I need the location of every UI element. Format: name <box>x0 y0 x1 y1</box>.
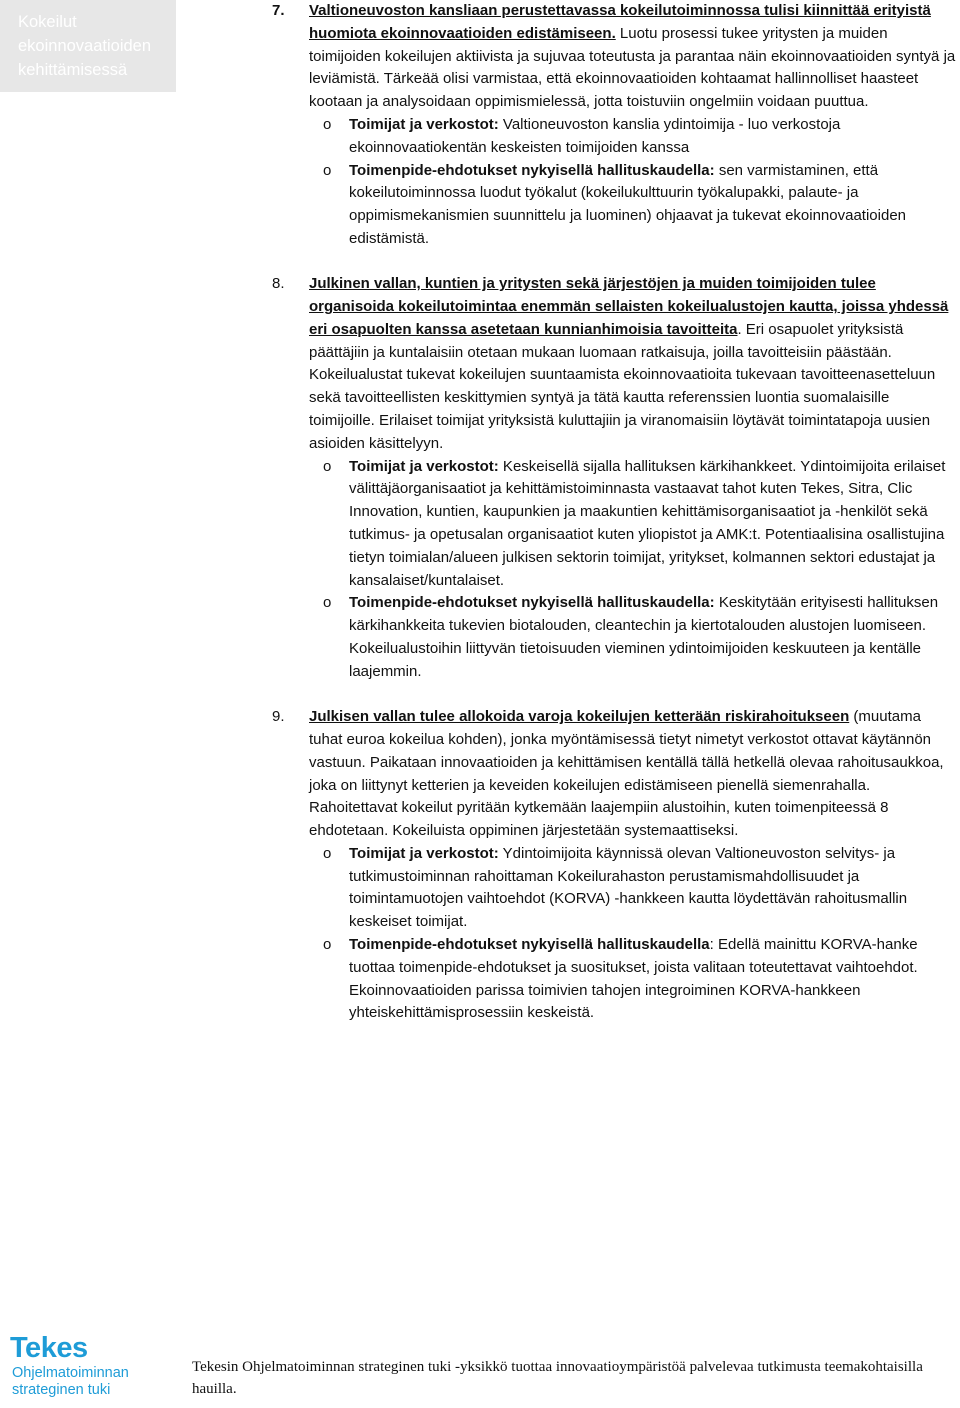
sub-list <box>309 114 958 251</box>
bullet-marker: o <box>323 115 332 133</box>
sub-item <box>309 843 958 934</box>
bullet-marker: o <box>323 594 332 612</box>
sub-item-text: : Edellä mainittu KORVA-hanke tuottaa toimenpide-ehdotukset ja suositukset, joista valitaan toteutettavat vaihtoehdot. Ekoinnovaatioiden parissa toimivien tahojen integroiminen KORVA-hankkeen yhteiskehittämisprosessiin keskeistä. <box>349 936 918 1022</box>
bullet-marker: o <box>323 936 332 954</box>
list-item <box>272 0 958 251</box>
sidebar-header <box>0 0 176 92</box>
sub-item <box>309 114 958 160</box>
item-number: 8. <box>272 275 285 293</box>
sub-item-text: Keskeisellä sijalla hallituksen kärkihankkeet. Ydintoimijoita erilaiset välittäjäorganisaatiot ja kehittämistoiminnasta vastaavat tahot kuten Tekes, Sitra, Clic Innovation, kuntien, kaupunkien ja maakuntien kehittämisorganisaatiot ja -henkilöt sekä tutkimus- ja opetusalan organisaatiot kuten yliopistot ja AMK:t. Potentiaalisina osallistujina tietyn toimialan/alueen julkisen sektorin toimijat, yritykset, kolmannen sektori edustajat ja kansalaiset/kuntalaiset. <box>349 457 946 589</box>
item-paragraph <box>309 706 958 843</box>
sub-item <box>309 456 958 593</box>
sub-list <box>309 843 958 1025</box>
list-item <box>272 273 958 683</box>
paragraph-gap <box>272 251 958 274</box>
logo-wordmark: Tekes <box>10 1332 88 1364</box>
item-body: (muutama tuhat euroa kokeilua kohden), jonka myöntämisessä tietyt nimetyt verkostot ottavat käytännön vastuun. Paikataan innovaatioiden ja kehittämisen kentällä tällä hetkellä olevaa rahoitusaukkoa, joka on liittynyt ketterien ja kevеiden kokeilujen edistämiseen pienellä siemenrahalla. Rahoitettavat kokeilut pyritään kytkemään laajempiin alustoihin, kuten toimenpiteessä 8 ehdotetaan. Kokeiluista oppiminen järjestetään systemaattiseksi. <box>309 708 944 840</box>
bullet-marker: o <box>323 844 332 862</box>
item-heading: Julkinen vallan, kuntien ja yritysten sekä järjestöjen ja muiden toimijoiden tulee organisoida kokeilutoimintaa enemmän sellaisten kokeilualustojen kautta, joissa yhdessä eri osapuolten kanssa asetetaan kunnianhimoisia tavoitteita <box>309 275 949 338</box>
item-body: . Eri osapuolet yrityksistä päättäjiin ja kuntalaisiin otetaan mukaan luomaan ratkaisuja, joilla tavoitteisiin päästään. Kokeilualustat tukevat kokeilujen suuntaamista ekoinnovaatioita tukevaan tavoitteenasetteluun sekä tavoitteellisten keskittymien syntyä ja tätä kautta referenssien luontia suomalaisille toimijoille. Erilaiset toimijat yrityksistä kuluttajiin ja viranomaisiin löytävät toimintatapoja uusien asioiden käsittelyyn. <box>309 320 936 452</box>
document-body <box>272 0 958 1025</box>
item-number: 9. <box>272 708 285 726</box>
sub-item-text: Keskitytään erityisesti hallituksen kärkihankkeita tukevien biotalouden, cleantechin ja kiertotalouden alustojen luomiseen. Kokeilualustoihin liittyvän tietoisuuden vieminen ydintoimijoiden keskuuteen ja kentälle laajemmin. <box>349 594 939 680</box>
sidebar-title: Kokeilut ekoinnovaatioiden kehittämisessä <box>18 13 152 79</box>
item-number: 7. <box>272 2 285 19</box>
bullet-marker: o <box>323 457 332 475</box>
sub-item <box>309 934 958 1025</box>
sub-item-label: Toimijat ja verkostot: <box>349 457 499 475</box>
bullet-marker: o <box>323 161 332 179</box>
item-body: Luotu prosessi tukee yritysten ja muiden toimijoiden kokeilujen aktiivista ja sujuvaa toteutusta ja parantaa näin ekoinnovaatioiden syntyä ja leviämistä. Tärkeää olisi varmistaa, että ekoinnovaatioiden kohtaamat hallinnolliset haasteet kootaan ja analysoidaan oppimismielessä, jotta toistuviin ongelmiin voidaan puuttua. <box>309 24 956 111</box>
item-heading: Julkisen vallan tulee allokoida varoja kokeilujen ketterään riskirahoitukseen <box>309 708 850 726</box>
logo-subtitle <box>12 1365 129 1399</box>
sub-item-text: sen varmistaminen, että kokeilutoiminnossa luodut työkalut (kokeilukulttuurin työkalupakki, palaute- ja oppimismekanismien suunnittelu ja luominen) ohjaavat ja tukevat ekoinnovaatioiden edistämistä. <box>349 161 906 247</box>
sub-item-label: Toimenpide-ehdotukset nykyisellä hallituskaudella <box>349 936 710 954</box>
sub-item-label: Toimenpide-ehdotukset nykyisellä hallituskaudella: <box>349 161 715 179</box>
sub-item-text: Valtioneuvoston kanslia ydintoimija - luo verkostoja ekoinnovaatiokentän keskeisten toimijoiden kanssa <box>349 115 841 156</box>
sub-item-label: Toimijat ja verkostot: <box>349 844 499 862</box>
logo-subtitle-line: Ohjelmatoiminnan <box>12 1365 129 1381</box>
logo-subtitle-line: strateginen tuki <box>12 1382 111 1398</box>
footer-text: Tekesin Ohjelmatoiminnan strateginen tuki -yksikkö tuottaa innovaatioympäristöä palvelevaa tutkimusta teemakohtaisilla hauilla. <box>192 1359 923 1397</box>
item-heading: Valtioneuvoston kansliaan perustettavassa kokeilutoiminnossa tulisi kiinnittää erityistä huomiota ekoinnovaatioiden edistämiseen. <box>309 2 931 42</box>
item-paragraph <box>309 0 958 114</box>
list-item <box>272 706 958 1025</box>
sub-item-label: Toimenpide-ehdotukset nykyisellä hallituskaudella: <box>349 594 715 612</box>
sub-item <box>309 592 958 683</box>
sub-item-text: Ydintoimijoita käynnissä olevan Valtioneuvoston selvitys- ja tutkimustoiminnan rahoittaman Kokeilurahaston perustamismahdollisuudet ja toimintamuotojen vaihtoehdot (KORVA) -hankkeen kautta löydettävän rahoitusmallin keskeiset toimijat. <box>349 844 908 931</box>
sub-list <box>309 456 958 684</box>
paragraph-gap <box>272 684 958 707</box>
sub-item-label: Toimijat ja verkostot: <box>349 115 499 133</box>
sub-item <box>309 160 958 251</box>
tekes-logo <box>10 1333 170 1399</box>
item-paragraph <box>309 273 958 455</box>
